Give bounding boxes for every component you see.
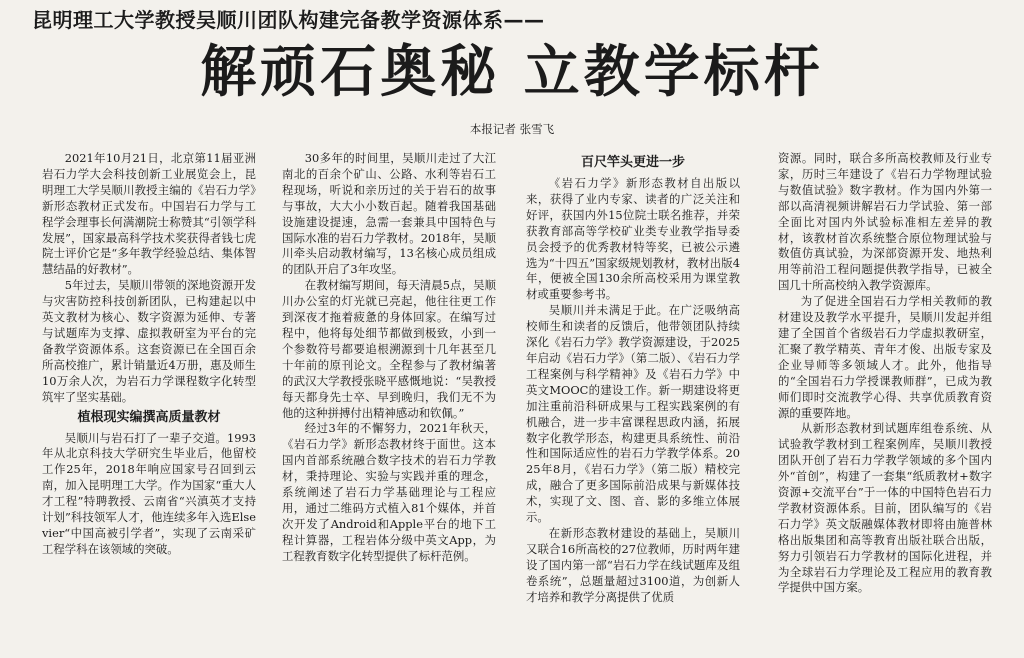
body-paragraph: 经过3年的不懈努力，2021年秋天，《岩石力学》新形态教材终于面世。这本国内首部系统融合数字技术的岩石力学教材，秉持理论、实验与实践并重的理念，系统阐述了岩石力学基础理论与工程应用，通过二维码方式植入81个媒体，并首次开发了Android和Apple平台的地下工程计算器，工程岩体分级中英文App，为工程教育数字化转型提供了标杆范例。 — [282, 421, 496, 563]
article-column-2 — [282, 151, 496, 649]
section-subheading: 百尺竿头更进一步 — [580, 155, 685, 170]
article-column-1 — [42, 151, 256, 649]
body-paragraph: 吴顺川并未满足于此。在广泛吸纳高校师生和读者的反馈后，他带领团队持续深化《岩石力学》教学资源建设，于2025年启动《岩石力学》（第二版）、《岩石力学工程案例与科学精神》及《岩石力学》中英文MOOC的建设工作。新一期建设将更加注重前沿科研成果与工程实践案例的有机融合，进一步丰富课程思政内涵，拓展数字化教学形态，构建更具系统性、前沿性和国际适应性的岩石力学教学体系。2025年8月，《岩石力学》（第二版）精校完成，融合了更多国际前沿成果与新媒体技术，实现了文、图、音、影的多维立体展示。 — [526, 303, 740, 525]
article-column-3 — [526, 151, 740, 649]
body-paragraph: 在新形态教材建设的基础上，吴顺川又联合16所高校的27位教师，历时两年建设了国内第一部“岩石力学在线试题库及组卷系统”，总题量超过3100道，为创新人才培养和教学分离提供了优质 — [526, 525, 740, 604]
body-paragraph: 30多年的时间里，吴顺川走过了大江南北的百余个矿山、公路、水利等岩石工程现场，听说和亲历过的关于岩石的故事与事故，大大小小数百起。随着我国基础设施建设提速，急需一套兼具中国特色与国际水准的岩石力学教材。2018年，吴顺川牵头启动教材编写，13名核心成员组成的团队开启了3年攻坚。 — [282, 151, 496, 277]
article-column-4 — [778, 151, 992, 649]
article-kicker: 昆明理工大学教授吴顺川团队构建完备教学资源体系—— — [32, 8, 545, 32]
article-headline: 解顽石奥秘 立教学标杆 — [200, 40, 824, 105]
body-paragraph: 5年过去，吴顺川带领的深地资源开发与灾害防控科技创新团队，已构建起以中英文教材为核心、数字资源为延伸、专著与试题库为支撑、虚拟教研室为平台的完备教学资源体系。这套资源已在全国百余所高校推广，累计销量近4万册，惠及师生10万余人次，为岩石力学课程数字化转型筑牢了坚实基础。 — [42, 278, 256, 404]
body-paragraph: 资源。同时，联合多所高校教师及行业专家，历时三年建设了《岩石力学物理试验与数值试验》数字教材。作为国内外第一部以高清视频讲解岩石力学试验、第一部全面比对国内外试验标准相左差异的教材，该教材首次系统整合原位物理试验与数值仿真试验，为深部资源开发、地热利用等前沿工程问题提供教学指导，已被全国几十所高校纳入教学资源库。 — [778, 151, 992, 293]
body-paragraph: 为了促进全国岩石力学相关教师的教材建设及教学水平提升，吴顺川发起并组建了全国首个省级岩石力学虚拟教研室，汇聚了教学精英、青年才俊、出版专家及企业导师等多领域人才。此外，他指导的“全国岩石力学授课教师群”，已成为教师们即时交流教学心得、共享优质教育资源的重要阵地。 — [778, 294, 992, 420]
article-byline: 本报记者 张雪飞 — [469, 122, 555, 136]
body-paragraph: 从新形态教材到试题库组卷系统、从试验教学教材到工程案例库，吴顺川教授团队开创了岩石力学教学领域的多个国内外“首创”，构建了一套集“纸质教材+数字资源+交流平台”于一体的中国特色岩石力学教材资源体系。目前，团队编写的《岩石力学》英文版融媒体教材即将由施普林格出版集团和高等教育出版社联合出版，努力引领岩石力学教材的国际化进程，并为全球岩石力学理论及工程应用的教育教学提供中国方案。 — [778, 421, 992, 595]
body-paragraph: 《岩石力学》新形态教材自出版以来，获得了业内专家、读者的广泛关注和好评，获国内外15位院士联名推荐，并荣获教育部高等学校矿业类专业教学指导委员会授予的优秀教材特等奖，已被公示遴选为“十四五”国家级规划教材，教材出版4年，便被全国130余所高校采用为课堂教材或重要参考书。 — [526, 176, 740, 302]
body-paragraph: 在教材编写期间，每天清晨5点，吴顺川办公室的灯光就已亮起，他往往更工作到深夜才拖着疲惫的身体回家。在编写过程中，他将每处细节都做到极致，小到一个参数符号都要追根溯源到十几年甚至几十年前的原刊论文。全程参与了教材编著的武汉大学教授张晓平感慨地说：“吴教授每天都身先士卒、早到晚归，我们无不为他的这种拼搏付出精神感动和钦佩。” — [282, 278, 496, 420]
body-paragraph: 吴顺川与岩石打了一辈子交道。1993年从北京科技大学研究生毕业后，他留校工作25年，2018年响应国家号召回到云南，加入昆明理工大学。作为国家“重大人才工程”特聘教授、云南省“兴滇英才支持计划”科技领军人才，他连续多年入选Elsevier“中国高被引学者”，实现了云南采矿工程学科在该领域的突破。 — [42, 430, 256, 556]
section-subheading: 植根现实编撰高质量教材 — [77, 409, 221, 425]
body-paragraph: 2021年10月21日，北京第11届亚洲岩石力学大会科技创新工业展览会上，昆明理工大学吴顺川教授主编的《岩石力学》新形态教材正式发布。中国岩石力学与工程学会理事长何满潮院士称赞其“引领学科发展”，国家最高科学技术奖获得者钱七虎院士评价它是“多年教学经验总结、集体智慧结晶的好教材”。 — [42, 151, 256, 277]
